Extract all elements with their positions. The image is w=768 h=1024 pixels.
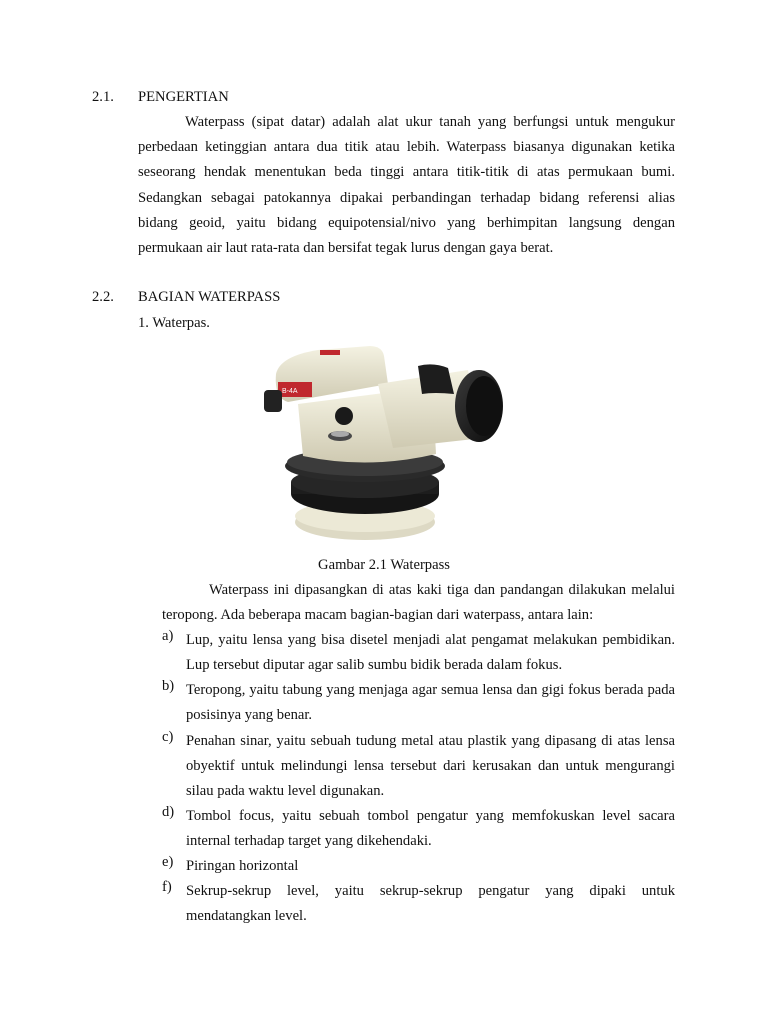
list-item	[162, 729, 675, 805]
list-marker: f)	[162, 879, 172, 895]
list-item-text: Piringan horizontal	[186, 858, 299, 874]
list-item	[162, 678, 675, 728]
list-item	[162, 628, 675, 678]
list-item-text: Penahan sinar, yaitu sebuah tudung metal atau plastik yang dipasang di atas lensa obyektif untuk melindungi lensa tersebut dari kerusakan dan untuk mengurangi silau pada waktu level digunakan.	[186, 733, 675, 800]
list-marker: e)	[162, 854, 174, 870]
list-item-waterpas: 1. Waterpas.	[138, 315, 210, 331]
figure-caption: Gambar 2.1 Waterpass	[318, 557, 450, 573]
section-number: 2.2.	[92, 289, 114, 305]
list-item	[162, 879, 675, 929]
list-marker: c)	[162, 729, 174, 745]
list-item	[162, 854, 675, 879]
section-number: 2.1.	[92, 89, 114, 105]
list-item-text: Sekrup-sekrup level, yaitu sekrup-sekrup pengatur yang dipaki untuk mendatangkan level.	[186, 883, 675, 925]
section-title: PENGERTIAN	[138, 89, 229, 105]
intro-paragraph: Waterpass ini dipasangkan di atas kaki tiga dan pandangan dilakukan melalui teropong. Ada beberapa macam bagian-bagian dari waterpass, antara lain:	[162, 582, 675, 624]
instrument-label: B-4A	[282, 388, 298, 395]
list-item-text: Teropong, yaitu tabung yang menjaga agar semua lensa dan gigi fokus berada pada posisinya yang benar.	[186, 682, 675, 724]
list-item-text: Tombol focus, yaitu sebuah tombol pengatur yang memfokuskan level sacara internal terhadap target yang dikehendaki.	[186, 808, 675, 850]
waterpass-figure	[258, 344, 516, 548]
list-marker: d)	[162, 804, 175, 820]
pengertian-paragraph: Waterpass (sipat datar) adalah alat ukur tanah yang berfungsi untuk mengukur perbedaan ketinggian antara dua titik atau lebih. Waterpass biasanya digunakan ketika seseorang hendak menentukan beda tinggi antara titik-titik di atas permukaan bumi. Sedangkan sebagai patokannya dipakai perbandingan terhadap bidang referensi alias bidang geoid, yaitu bidang equipotensial/nivo yang berhimpitan langsung dengan permukaan air laut rata-rata dan bersifat tegak lurus dengan gaya berat.	[138, 114, 675, 257]
list-marker: b)	[162, 678, 175, 694]
waterpass-image	[258, 344, 516, 548]
list-item-text: Lup, yaitu lensa yang bisa disetel menjadi alat pengamat melakukan pembidikan. Lup tersebut diputar agar salib sumbu bidik berada dalam fokus.	[186, 632, 675, 674]
list-item	[162, 804, 675, 854]
list-marker: a)	[162, 628, 174, 644]
section-title: BAGIAN WATERPASS	[138, 289, 281, 305]
